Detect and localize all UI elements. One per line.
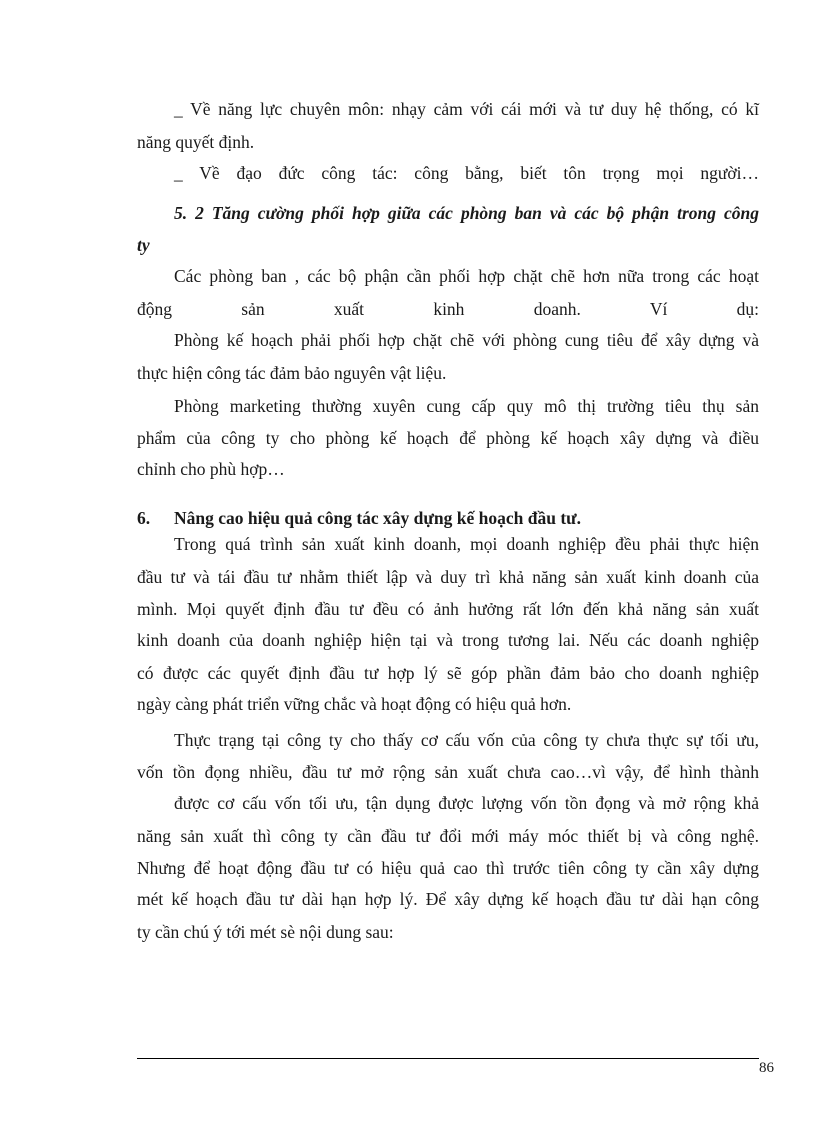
footer-rule: [137, 1058, 759, 1059]
para-line: Nhưng để hoạt động đầu tư có hiệu quả cao thì trước tiên công ty cần xây dựng: [137, 858, 759, 878]
para-line: Phòng kế hoạch phải phối hợp chặt chẽ với phòng cung tiêu để xây dựng và: [174, 330, 759, 350]
para-line: vốn tồn đọng nhiều, đầu tư mở rộng sản xuất chưa cao…vì vậy, để hình thành: [137, 762, 759, 782]
para-line: năng quyết định.: [137, 132, 255, 152]
section-number: 6.: [137, 508, 151, 528]
para-line: thực hiện công tác đảm bảo nguyên vật liệu.: [137, 363, 447, 383]
para-line: _ Về đạo đức công tác: công bằng, biết tôn trọng mọi người…: [174, 163, 759, 183]
para-line: đầu tư và tái đầu tư nhằm thiết lập và duy trì khả năng sản xuất kinh doanh của: [137, 567, 759, 587]
para-line: mình. Mọi quyết định đầu tư đều có ảnh hưởng rất lớn đến khả năng sản xuất: [137, 599, 759, 619]
para-line: động sản xuất kinh doanh. Ví dụ:: [137, 299, 759, 319]
para-line: _ Về năng lực chuyên môn: nhạy cảm với cái mới và tư duy hệ thống, có kĩ: [174, 99, 759, 119]
para-line: có được các quyết định đầu tư hợp lý sẽ góp phần đảm bảo cho doanh nghiệp: [137, 663, 759, 683]
para-line: Thực trạng tại công ty cho thấy cơ cấu vốn của công ty chưa thực sự tối ưu,: [174, 730, 759, 750]
section-heading: Nâng cao hiệu quả công tác xây dựng kế hoạch đầu tư.: [174, 508, 582, 528]
para-line: chỉnh cho phù hợp…: [137, 459, 285, 479]
para-line: được cơ cấu vốn tối ưu, tận dụng được lượng vốn tồn đọng và mở rộng khả: [174, 793, 759, 813]
para-line: ngày càng phát triển vững chắc và hoạt động có hiệu quả hơn.: [137, 694, 572, 714]
para-line: năng sản xuất thì công ty cần đầu tư đổi mới máy móc thiết bị và công nghệ.: [137, 826, 759, 846]
para-line: Trong quá trình sản xuất kinh doanh, mọi doanh nghiệp đều phải thực hiện: [174, 534, 759, 554]
page-number: 86: [759, 1060, 774, 1076]
para-line: mét kế hoạch đầu tư dài hạn hợp lý. Để xây dựng kế hoạch đầu tư dài hạn công: [137, 889, 759, 909]
para-line: kinh doanh của doanh nghiệp hiện tại và trong tương lai. Nếu các doanh nghiệp: [137, 630, 759, 650]
section-heading: 5. 2 Tăng cường phối hợp giữa các phòng ban và các bộ phận trong công: [174, 203, 759, 223]
para-line: Phòng marketing thường xuyên cung cấp quy mô thị trường tiêu thụ sản: [174, 396, 759, 416]
para-line: phẩm của công ty cho phòng kế hoạch để phòng kế hoạch xây dựng và điều: [137, 428, 759, 448]
para-line: ty cần chú ý tới mét sè nội dung sau:: [137, 922, 394, 942]
para-line: Các phòng ban , các bộ phận cần phối hợp chặt chẽ hơn nữa trong các hoạt: [174, 266, 759, 286]
section-heading: ty: [137, 235, 150, 255]
